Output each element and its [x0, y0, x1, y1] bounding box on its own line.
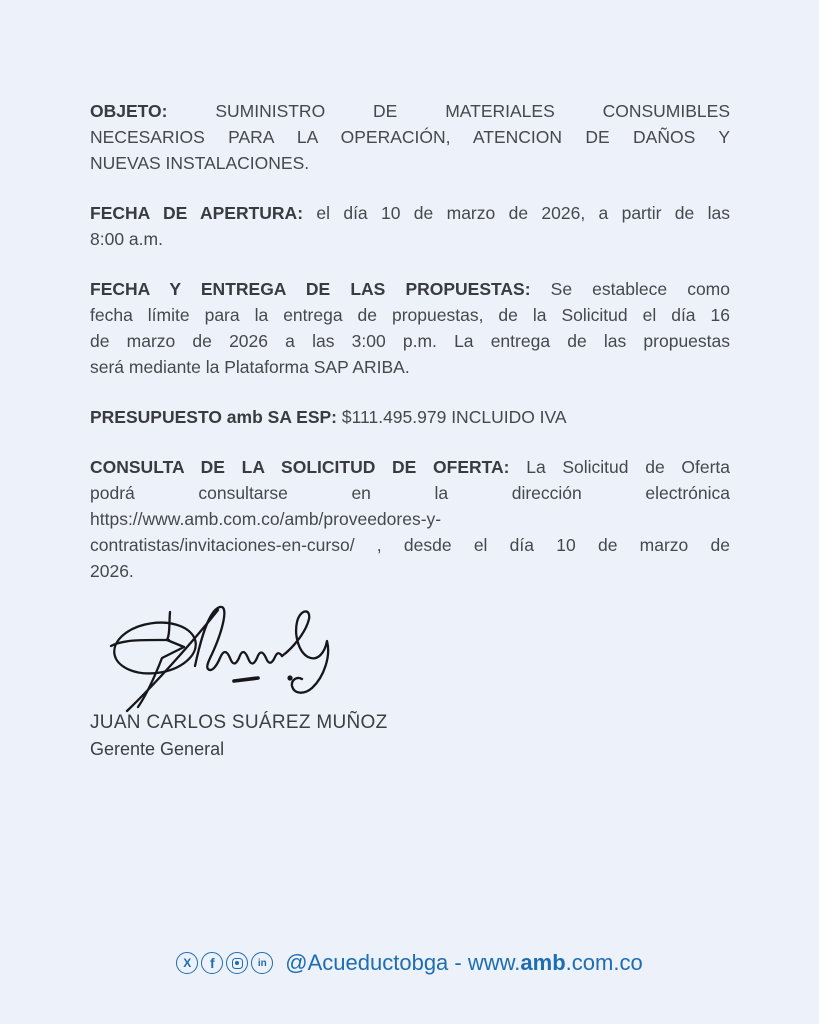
- text-line: FECHA DE APERTURA: el día 10 de marzo de 2026, a partir de las: [90, 203, 730, 223]
- text-line: de marzo de 2026 a las 3:00 p.m. La entrega de las propuestas: [90, 331, 730, 351]
- document-body: [90, 98, 730, 608]
- signature-block: [90, 582, 730, 762]
- text-line: contratistas/invitaciones-en-curso/ , desde el día 10 de marzo de: [90, 535, 730, 555]
- signature-strokes: [111, 607, 328, 711]
- section-objeto: [90, 98, 730, 176]
- text-line: PRESUPUESTO amb SA ESP: $111.495.979 INCLUIDO IVA: [90, 407, 567, 427]
- text-line: https://www.amb.com.co/amb/proveedores-y-: [90, 509, 442, 529]
- footer-separator: -: [448, 950, 468, 975]
- signatory-name: JUAN CARLOS SUÁREZ MUÑOZ: [90, 712, 388, 733]
- text-line: 8:00 a.m.: [90, 229, 163, 249]
- instagram-icon[interactable]: [226, 952, 248, 974]
- section-consulta-solicitud: [90, 454, 730, 584]
- instagram-camera-shape: [232, 958, 243, 969]
- section-label: OBJETO:: [90, 101, 168, 121]
- signatory-title: Gerente General: [90, 739, 225, 759]
- footer-text: [285, 950, 642, 976]
- signature: [90, 594, 730, 714]
- section-label: PRESUPUESTO amb SA ESP:: [90, 407, 338, 427]
- text-line: NECESARIOS PARA LA OPERACIÓN, ATENCION DE DAÑOS Y: [90, 127, 730, 147]
- x-icon[interactable]: X: [176, 952, 198, 974]
- text-line: será mediante la Plataforma SAP ARIBA.: [90, 357, 410, 377]
- section-label: CONSULTA DE LA SOLICITUD DE OFERTA:: [90, 457, 510, 477]
- section-fecha-apertura: [90, 200, 730, 252]
- text-line: podrá consultarse en la dirección electrónica: [90, 483, 730, 503]
- section-fecha-entrega-propuestas: [90, 276, 730, 380]
- footer: [0, 946, 819, 980]
- facebook-icon[interactable]: f: [201, 952, 223, 974]
- website-url[interactable]: www.amb.com.co: [467, 950, 643, 975]
- text-line: NUEVAS INSTALACIONES.: [90, 153, 310, 173]
- text-line: CONSULTA DE LA SOLICITUD DE OFERTA: La Solicitud de Oferta: [90, 457, 730, 477]
- section-presupuesto: [90, 404, 730, 430]
- linkedin-icon[interactable]: in: [251, 952, 273, 974]
- social-handle[interactable]: @Acueductobga: [285, 950, 449, 975]
- text-line: OBJETO: SUMINISTRO DE MATERIALES CONSUMIBLES: [90, 101, 730, 121]
- text-line: FECHA Y ENTREGA DE LAS PROPUESTAS: Se establece como: [90, 279, 730, 299]
- instagram-lens-dot: [235, 961, 239, 965]
- section-label: FECHA DE APERTURA:: [90, 203, 304, 223]
- section-label: FECHA Y ENTREGA DE LAS PROPUESTAS:: [90, 279, 531, 299]
- text-line: fecha límite para la entrega de propuestas, de la Solicitud el día 16: [90, 305, 730, 325]
- text-line: 2026.: [90, 561, 134, 581]
